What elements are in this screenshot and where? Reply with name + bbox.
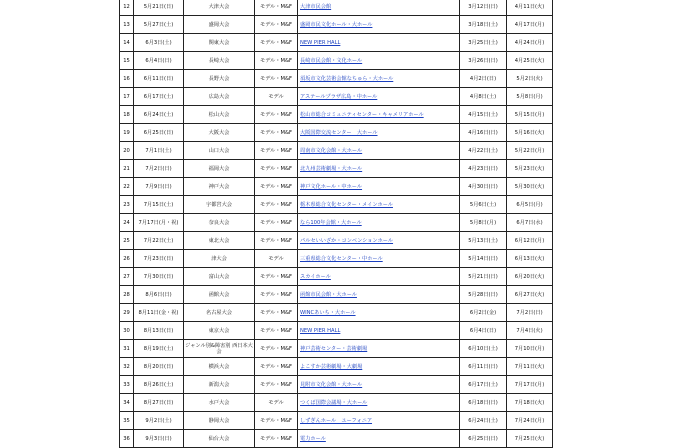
event-date-cell: 7月15日(土) <box>134 196 184 214</box>
deadline-1-cell: 4月2日(日) <box>460 70 507 88</box>
venue-cell <box>298 304 460 322</box>
deadline-2-cell: 5月2日(火) <box>507 70 553 88</box>
event-name-cell: 長崎大会 <box>184 52 255 70</box>
deadline-2-cell: 4月24日(月) <box>507 34 553 52</box>
event-name-cell: 盛岡大会 <box>184 16 255 34</box>
row-number-cell: 20 <box>120 142 134 160</box>
deadline-2-cell: 6月12日(月) <box>507 232 553 250</box>
category-cell: モデル・M&F <box>255 376 298 394</box>
deadline-1-cell: 5月14日(日) <box>460 250 507 268</box>
venue-link[interactable]: 三重県総合文化センター・中ホール <box>300 255 383 262</box>
category-cell: モデル <box>255 394 298 412</box>
deadline-1-cell: 4月16日(日) <box>460 124 507 142</box>
event-date-cell: 8月19日(土) <box>134 340 184 358</box>
venue-cell <box>298 196 460 214</box>
deadline-1-cell: 5月21日(日) <box>460 268 507 286</box>
venue-cell <box>298 34 460 52</box>
category-cell: モデル・M&F <box>255 34 298 52</box>
venue-cell <box>298 250 460 268</box>
row-number-cell: 28 <box>120 286 134 304</box>
event-date-cell: 8月11日(金・祝) <box>134 304 184 322</box>
venue-link[interactable]: つくば国際会議場・大ホール <box>300 399 368 406</box>
deadline-2-cell: 5月8日(月) <box>507 88 553 106</box>
row-number-cell: 27 <box>120 268 134 286</box>
event-date-cell: 7月17日(月・祝) <box>134 214 184 232</box>
row-number-cell: 12 <box>120 0 134 16</box>
event-date-cell: 8月13日(日) <box>134 322 184 340</box>
event-date-cell: 6月4日(日) <box>134 52 184 70</box>
category-cell: モデル・M&F <box>255 16 298 34</box>
table-row <box>120 88 553 106</box>
category-cell: モデル・M&F <box>255 106 298 124</box>
venue-link[interactable]: アステールプラザ広島・中ホール <box>300 93 378 100</box>
event-date-cell: 6月3日(土) <box>134 34 184 52</box>
venue-cell <box>298 412 460 430</box>
row-number-cell: 19 <box>120 124 134 142</box>
row-number-cell: 17 <box>120 88 134 106</box>
event-date-cell: 5月21日(日) <box>134 0 184 16</box>
event-name-cell: 福岡大会 <box>184 160 255 178</box>
event-name-cell: 松山大会 <box>184 106 255 124</box>
row-number-cell: 31 <box>120 340 134 358</box>
venue-cell <box>298 358 460 376</box>
deadline-1-cell: 3月12日(日) <box>460 0 507 16</box>
venue-cell <box>298 52 460 70</box>
event-date-cell: 8月27日(日) <box>134 394 184 412</box>
row-number-cell: 13 <box>120 16 134 34</box>
row-number-cell: 25 <box>120 232 134 250</box>
deadline-1-cell: 5月28日(日) <box>460 286 507 304</box>
deadline-2-cell: 6月13日(火) <box>507 250 553 268</box>
deadline-1-cell: 6月18日(日) <box>460 394 507 412</box>
event-date-cell: 5月27日(土) <box>134 16 184 34</box>
table-row <box>120 340 553 358</box>
event-date-cell: 6月17日(土) <box>134 88 184 106</box>
event-date-cell: 6月24日(土) <box>134 106 184 124</box>
deadline-1-cell: 4月22日(土) <box>460 142 507 160</box>
deadline-2-cell: 5月16日(火) <box>507 124 553 142</box>
venue-cell <box>298 106 460 124</box>
event-date-cell: 8月6日(日) <box>134 286 184 304</box>
row-number-cell: 23 <box>120 196 134 214</box>
venue-link[interactable]: 神戸文化ホール・中ホール <box>300 183 363 190</box>
table-row <box>120 0 553 16</box>
deadline-2-cell: 7月18日(火) <box>507 394 553 412</box>
venue-link[interactable]: WINCあいち・大ホール <box>300 309 356 316</box>
row-number-cell: 21 <box>120 160 134 178</box>
deadline-1-cell: 3月18日(土) <box>460 16 507 34</box>
venue-link[interactable]: なら100年会館・大ホール <box>300 219 362 226</box>
event-date-cell: 6月25日(日) <box>134 124 184 142</box>
event-name-cell: 東京大会 <box>184 322 255 340</box>
venue-cell <box>298 16 460 34</box>
category-cell: モデル・M&F <box>255 142 298 160</box>
venue-link[interactable]: 周南市文化会館・大ホール <box>300 147 363 154</box>
event-date-cell: 9月2日(土) <box>134 412 184 430</box>
event-date-cell: 6月11日(日) <box>134 70 184 88</box>
event-name-cell: 富山大会 <box>184 268 255 286</box>
deadline-2-cell: 7月25日(火) <box>507 430 553 448</box>
event-name-cell: 神戸大会 <box>184 178 255 196</box>
table-row <box>120 70 553 88</box>
category-cell: モデル・M&F <box>255 232 298 250</box>
category-cell: モデル・M&F <box>255 268 298 286</box>
event-date-cell: 7月1日(土) <box>134 142 184 160</box>
event-name-cell: 仙台大会 <box>184 430 255 448</box>
venue-cell <box>298 394 460 412</box>
venue-link[interactable]: スカイホール <box>300 273 331 280</box>
event-date-cell: 7月9日(日) <box>134 178 184 196</box>
event-name-cell: 横浜大会 <box>184 358 255 376</box>
venue-cell <box>298 268 460 286</box>
event-name-cell: ジャンル別&障害別 西日本大会 <box>184 340 255 358</box>
category-cell: モデル・M&F <box>255 70 298 88</box>
row-number-cell: 33 <box>120 376 134 394</box>
deadline-1-cell: 4月23日(日) <box>460 160 507 178</box>
category-cell: モデル・M&F <box>255 304 298 322</box>
event-date-cell: 7月22日(土) <box>134 232 184 250</box>
venue-link[interactable]: 須坂市文化芸術会館なちゅら・大ホール <box>300 75 394 82</box>
deadline-1-cell: 6月4日(日) <box>460 322 507 340</box>
table-row <box>120 412 553 430</box>
deadline-2-cell: 5月23日(火) <box>507 160 553 178</box>
venue-cell <box>298 70 460 88</box>
category-cell: モデル・M&F <box>255 340 298 358</box>
deadline-2-cell: 5月22日(月) <box>507 142 553 160</box>
venue-cell <box>298 0 460 16</box>
event-name-cell: 函館大会 <box>184 286 255 304</box>
row-number-cell: 36 <box>120 430 134 448</box>
event-date-cell: 7月2日(日) <box>134 160 184 178</box>
venue-link[interactable]: 松山市総合コミュニティセンター・キャメリアホール <box>300 111 424 118</box>
table-row <box>120 214 553 232</box>
event-name-cell: 大津大会 <box>184 0 255 16</box>
deadline-1-cell: 6月11日(日) <box>460 358 507 376</box>
category-cell: モデル・M&F <box>255 160 298 178</box>
table-row <box>120 124 553 142</box>
deadline-2-cell: 5月15日(月) <box>507 106 553 124</box>
venue-cell <box>298 340 460 358</box>
table-row <box>120 160 553 178</box>
event-date-cell: 8月20日(日) <box>134 358 184 376</box>
table-row <box>120 268 553 286</box>
venue-link[interactable]: しずぎんホール ユーフォニア <box>300 417 373 424</box>
venue-link[interactable]: 大阪国際交流センター 大ホール <box>300 129 378 136</box>
deadline-2-cell: 6月5日(月) <box>507 196 553 214</box>
event-name-cell: 広島大会 <box>184 88 255 106</box>
row-number-cell: 32 <box>120 358 134 376</box>
event-date-cell: 9月3日(日) <box>134 430 184 448</box>
venue-cell <box>298 430 460 448</box>
venue-cell <box>298 160 460 178</box>
venue-cell <box>298 124 460 142</box>
event-name-cell: 名古屋大会 <box>184 304 255 322</box>
venue-link[interactable]: よこすか芸術劇場・大劇場 <box>300 363 363 370</box>
event-name-cell: 長野大会 <box>184 70 255 88</box>
venue-cell <box>298 322 460 340</box>
deadline-2-cell: 7月17日(月) <box>507 376 553 394</box>
event-date-cell: 7月30日(日) <box>134 268 184 286</box>
deadline-1-cell: 6月10日(土) <box>460 340 507 358</box>
event-name-cell: 新潟大会 <box>184 376 255 394</box>
deadline-1-cell: 3月26日(日) <box>460 52 507 70</box>
event-name-cell: 東北大会 <box>184 232 255 250</box>
venue-link[interactable]: 長崎市民会館・文化ホール <box>300 57 363 64</box>
row-number-cell: 14 <box>120 34 134 52</box>
deadline-1-cell: 5月13日(土) <box>460 232 507 250</box>
venue-link[interactable]: 電力ホール <box>300 435 326 442</box>
venue-cell <box>298 178 460 196</box>
category-cell: モデル・M&F <box>255 214 298 232</box>
deadline-2-cell: 7月4日(火) <box>507 322 553 340</box>
table-row <box>120 142 553 160</box>
event-name-cell: 宇都宮大会 <box>184 196 255 214</box>
deadline-1-cell: 4月30日(日) <box>460 178 507 196</box>
category-cell: モデル・M&F <box>255 124 298 142</box>
table-row <box>120 430 553 448</box>
deadline-1-cell: 5月8日(月) <box>460 214 507 232</box>
category-cell: モデル・M&F <box>255 52 298 70</box>
table-row <box>120 196 553 214</box>
deadline-1-cell: 5月6日(土) <box>460 196 507 214</box>
row-number-cell: 24 <box>120 214 134 232</box>
category-cell: モデル・M&F <box>255 412 298 430</box>
deadline-2-cell: 7月24日(月) <box>507 412 553 430</box>
deadline-1-cell: 4月8日(土) <box>460 88 507 106</box>
venue-link[interactable]: 見附市文化会館・大ホール <box>300 381 363 388</box>
table-row <box>120 322 553 340</box>
venue-link[interactable]: 北九州芸術劇場・大ホール <box>300 165 363 172</box>
venue-link[interactable]: 大津市民会館 <box>300 3 332 10</box>
event-name-cell: 奈良大会 <box>184 214 255 232</box>
table-row <box>120 178 553 196</box>
deadline-1-cell: 6月2日(金) <box>460 304 507 322</box>
deadline-2-cell: 6月20日(火) <box>507 268 553 286</box>
schedule-table <box>119 0 553 448</box>
row-number-cell: 35 <box>120 412 134 430</box>
table-row <box>120 304 553 322</box>
deadline-2-cell: 6月27日(火) <box>507 286 553 304</box>
table-row <box>120 394 553 412</box>
venue-cell <box>298 286 460 304</box>
event-date-cell: 7月23日(日) <box>134 250 184 268</box>
venue-link[interactable]: 栃木県総合文化センター・メインホール <box>300 201 393 208</box>
venue-cell <box>298 232 460 250</box>
deadline-2-cell: 7月11日(火) <box>507 358 553 376</box>
venue-cell <box>298 376 460 394</box>
deadline-1-cell: 6月25日(日) <box>460 430 507 448</box>
deadline-2-cell: 5月30日(火) <box>507 178 553 196</box>
deadline-1-cell: 4月15日(土) <box>460 106 507 124</box>
category-cell: モデル <box>255 250 298 268</box>
venue-link[interactable]: NEW PIER HALL <box>300 39 341 46</box>
venue-link[interactable]: NEW PIER HALL <box>300 327 341 334</box>
venue-link[interactable]: パルセいいざか・コンベンションホール <box>300 237 394 244</box>
venue-cell <box>298 142 460 160</box>
deadline-1-cell: 3月25日(土) <box>460 34 507 52</box>
row-number-cell: 34 <box>120 394 134 412</box>
category-cell: モデル・M&F <box>255 286 298 304</box>
category-cell: モデル・M&F <box>255 178 298 196</box>
row-number-cell: 16 <box>120 70 134 88</box>
category-cell: モデル・M&F <box>255 196 298 214</box>
table-row <box>120 376 553 394</box>
table-row <box>120 286 553 304</box>
row-number-cell: 15 <box>120 52 134 70</box>
venue-cell <box>298 214 460 232</box>
deadline-2-cell: 6月7日(水) <box>507 214 553 232</box>
category-cell: モデル・M&F <box>255 0 298 16</box>
event-name-cell: 静岡大会 <box>184 412 255 430</box>
row-number-cell: 29 <box>120 304 134 322</box>
venue-link[interactable]: 盛岡市民文化ホール・大ホール <box>300 21 373 28</box>
venue-link[interactable]: 神戸芸術センター・芸術劇場 <box>300 345 368 352</box>
event-name-cell: 山口大会 <box>184 142 255 160</box>
event-name-cell: 大阪大会 <box>184 124 255 142</box>
deadline-1-cell: 6月17日(土) <box>460 376 507 394</box>
event-date-cell: 8月26日(土) <box>134 376 184 394</box>
row-number-cell: 26 <box>120 250 134 268</box>
event-name-cell: 津大会 <box>184 250 255 268</box>
deadline-2-cell: 4月25日(火) <box>507 52 553 70</box>
table-row <box>120 34 553 52</box>
row-number-cell: 22 <box>120 178 134 196</box>
schedule-rows <box>120 0 553 448</box>
table-row <box>120 106 553 124</box>
event-name-cell: 水戸大会 <box>184 394 255 412</box>
deadline-2-cell: 4月17日(月) <box>507 16 553 34</box>
deadline-2-cell: 7月10日(月) <box>507 340 553 358</box>
row-number-cell: 18 <box>120 106 134 124</box>
venue-link[interactable]: 函館市民会館・大ホール <box>300 291 357 298</box>
deadline-2-cell: 7月2日(日) <box>507 304 553 322</box>
table-row <box>120 358 553 376</box>
venue-cell <box>298 88 460 106</box>
deadline-1-cell: 6月24日(土) <box>460 412 507 430</box>
table-row <box>120 250 553 268</box>
event-name-cell: 関東大会 <box>184 34 255 52</box>
deadline-2-cell: 4月11日(火) <box>507 0 553 16</box>
category-cell: モデル・M&F <box>255 430 298 448</box>
row-number-cell: 30 <box>120 322 134 340</box>
category-cell: モデル・M&F <box>255 322 298 340</box>
category-cell: モデル・M&F <box>255 358 298 376</box>
table-row <box>120 52 553 70</box>
table-row <box>120 16 553 34</box>
table-row <box>120 232 553 250</box>
category-cell: モデル <box>255 88 298 106</box>
